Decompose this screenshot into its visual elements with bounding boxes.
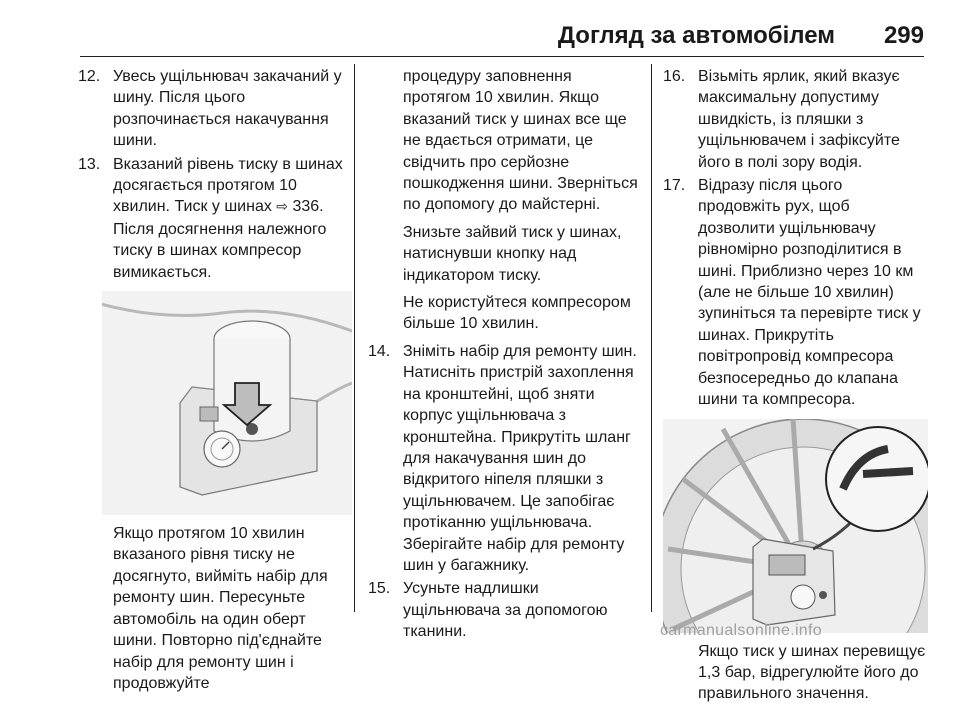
page-title: Догляд за автомобілем [557,22,835,49]
column-divider-2 [651,64,652,612]
column-3 [663,66,928,710]
page-number: 299 [883,22,924,49]
step-text: Увесь ущільнювач закачаний у шину. Після цього розпочинається накачування шини. [113,68,342,150]
step-text: Відразу після цього продовжіть рух, щоб дозволити ущільнювачу рівномірно розподілитися в шині. Приблизно через 10 км (але не більше 10 хвилин) зупиніться та перевірте тиск у шинах. Прикрутіть повітропровід компресора безпосередньо до клапана шини та компресора. [698,177,921,409]
step-text: Вказаний рівень тиску в шинах досягається протягом 10 хвилин. Тиск у шинах [113,155,343,216]
page-reference-arrow-icon[interactable]: ⇨ [276,199,289,216]
watermark: carmanualsonline.info [660,622,822,639]
note-text: Якщо протягом 10 хвилин вказаного рівня тиску не досягнуто, вийміть набір для ремонту шин. Пересуньте автомобіль на один оберт шини. Повторно під'єднайте набір для ремонту шин і продовжуйте [113,525,328,692]
step-number: 14. [368,342,391,360]
compressor-illustration [102,291,352,515]
step-12 [78,66,346,152]
header-rule [80,56,924,57]
column-1 [78,66,346,699]
wheel-valve-illustration [663,419,928,633]
step-number: 13. [78,155,101,173]
step-text-continued: 336. Після досягнення належного тиску в шинах компресор вимикається. [113,198,327,281]
step-14 [368,341,638,576]
compressor-warning-text: Не користуйтеся компресором більше 10 хвилин. [403,294,631,333]
step-number: 12. [78,68,101,85]
step-15 [368,578,638,642]
step-text: Візьміть ярлик, який вказує максимальну допустиму швидкість, із пляшки з ущільнювачем і зафіксуйте його в полі зору водія. [698,68,900,171]
step-number: 17. [663,177,686,195]
note-text: Якщо тиск у шинах перевищує 1,3 бар, відрегулюйте його до правильного значення. [698,642,926,703]
step-13 [78,154,346,283]
step-number: 16. [663,68,686,85]
step-number: 15. [368,580,391,598]
step-text: Зніміть набір для ремонту шин. Натисніть пристрій захоплення на кронштейні, щоб зняти корпус ущільнювача з кронштейна. Прикрутіть шланг для накачування шин до відкритого ніпеля пляшки з ущільнювачем. Це запобігає протіканню ущільнювача. Зберігайте набір для ремонту шин у багажнику. [403,342,637,574]
pressure-release-text: Знизьте зайвий тиск у шинах, натиснувши кнопку над індикатором тиску. [403,223,622,284]
column-2 [368,66,638,645]
step-17 [663,175,928,410]
step-text: Усуньте надлишки ущільнювача за допомогою тканини. [403,580,608,641]
column-divider-1 [354,64,355,612]
continued-text: процедуру заповнення протягом 10 хвилин. Якщо вказаний тиск у шинах все ще не вдається отримати, це свідчить про серйозне пошкодження шини. Зверніться по допомогу до майстерні. [403,68,638,214]
page-header [0,0,960,64]
step-16 [663,66,928,173]
